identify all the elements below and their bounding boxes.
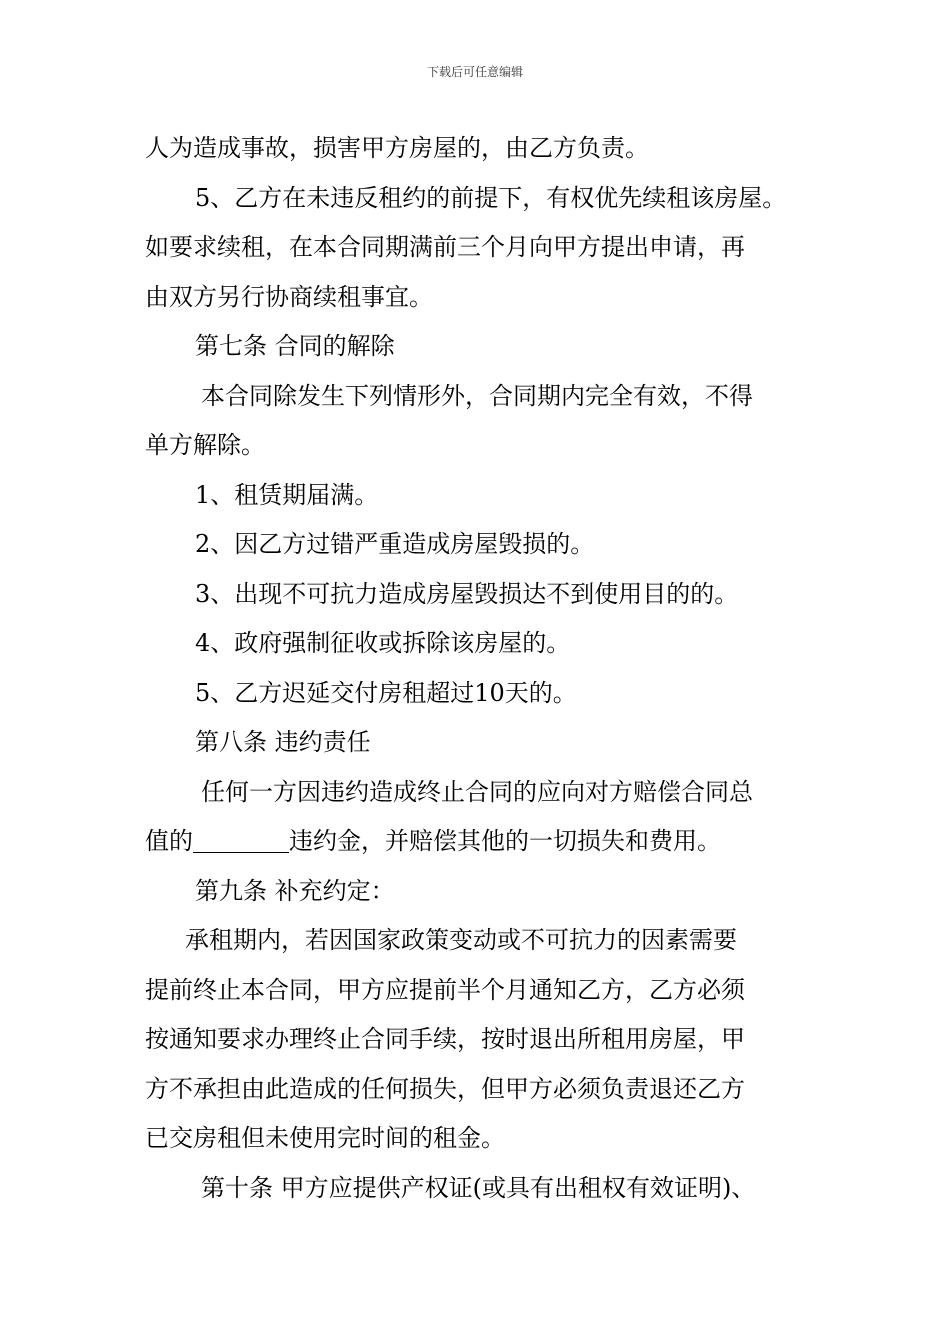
section-heading: 第十条 甲方应提供产权证(或具有出租权有效证明)、 <box>201 1173 756 1202</box>
fill-in-blank <box>193 851 289 853</box>
paragraph-line: 人为造成事故，损害甲方房屋的，由乙方负责。 <box>145 134 649 162</box>
list-item: 1、租赁期届满。 <box>195 480 379 509</box>
section-heading: 第七条 合同的解除 <box>195 332 395 360</box>
paragraph-line: 单方解除。 <box>145 431 265 459</box>
list-item: 4、政府强制征收或拆除该房屋的。 <box>195 629 571 657</box>
list-item: 2、因乙方过错严重造成房屋毁损的。 <box>195 530 595 558</box>
paragraph-line: 已交房租但未使用完时间的租金。 <box>145 1124 505 1152</box>
text-before-blank: 值的 <box>145 827 193 855</box>
paragraph-line: 承租期内，若因国家政策变动或不可抗力的因素需要 <box>185 926 737 954</box>
document-body <box>145 124 835 1213</box>
paragraph-line: 5、乙方在未违反租约的前提下，有权优先续租该房屋。 <box>195 183 787 212</box>
paragraph-line: 任何一方因违约造成终止合同的应向对方赔偿合同总 <box>201 777 753 806</box>
paragraph-line-with-blank <box>145 817 835 867</box>
paragraph-line: 如要求续租，在本合同期满前三个月向甲方提出申请，再 <box>145 233 745 261</box>
paragraph-line: 本合同除发生下列情形外，合同期内完全有效，不得 <box>201 381 753 410</box>
list-item: 5、乙方迟延交付房租超过10天的。 <box>195 678 577 707</box>
section-heading: 第八条 违约责任 <box>195 728 371 756</box>
section-heading: 第九条 补充约定： <box>195 876 395 905</box>
paragraph-line: 按通知要求办理终止合同手续，按时退出所租用房屋，甲 <box>145 1025 745 1053</box>
paragraph-line: 方不承担由此造成的任何损失，但甲方必须负责退还乙方 <box>145 1074 745 1103</box>
paragraph-line: 由双方另行协商续租事宜。 <box>145 282 433 311</box>
page-header: 下载后可任意编辑 <box>426 65 523 79</box>
list-item: 3、出现不可抗力造成房屋毁损达不到使用目的的。 <box>195 579 739 608</box>
text-after-blank: 违约金，并赔偿其他的一切损失和费用。 <box>289 827 721 855</box>
paragraph-line: 提前终止本合同，甲方应提前半个月通知乙方，乙方必须 <box>145 975 745 1004</box>
